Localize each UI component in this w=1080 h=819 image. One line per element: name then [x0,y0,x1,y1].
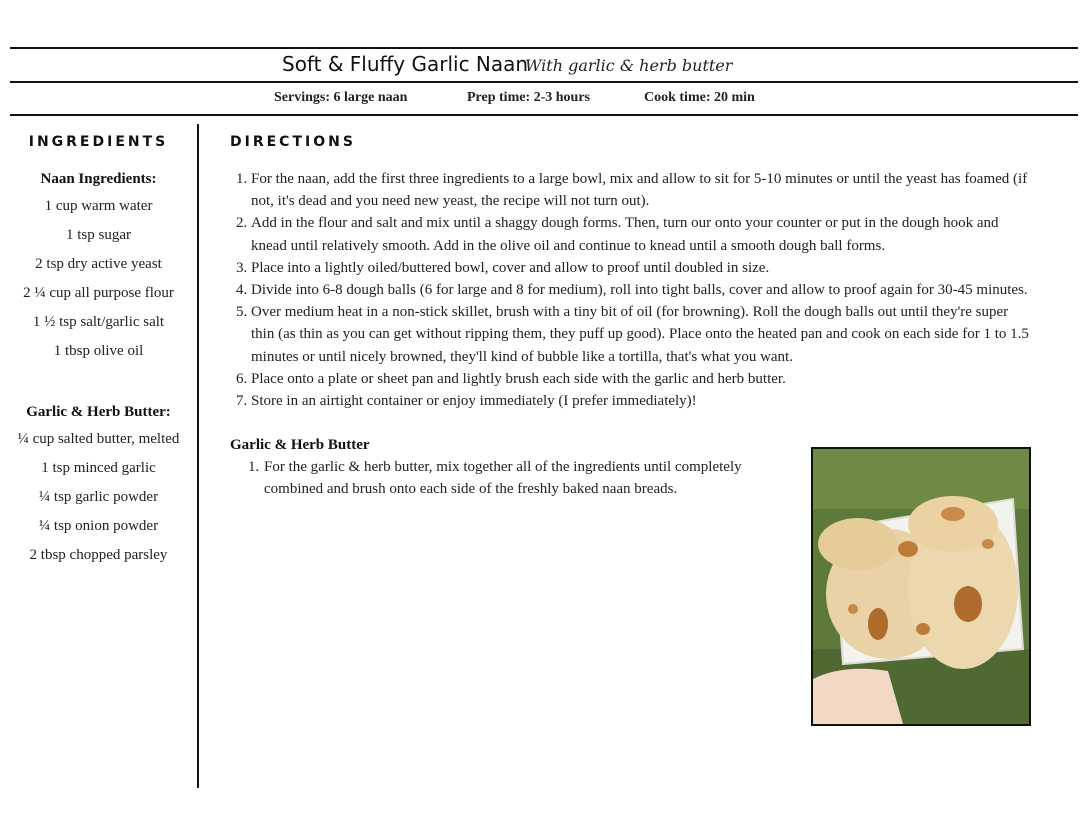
list-item: 2 ¼ cup all purpose flour [23,285,174,301]
step-text: Place onto a plate or sheet pan and lightly brush each side with the garlic and herb butter. [251,370,786,387]
servings: Servings: 6 large naan [274,90,408,105]
list-item: 1 tsp minced garlic [41,460,156,476]
list-item: 1 tbsp olive oil [53,343,144,359]
step-text: For the naan, add the first three ingredients to a large bowl, mix and allow to sit for 5-10 minutes or until the yeast has foamed (if not, it's dead and you need new yeast, the recipe will not turn out). [251,171,1028,210]
list-item: 1 cup warm water [44,198,153,214]
step-number: 5. [236,304,248,321]
butter-ingredient-list [0,425,197,570]
step-number: 6. [236,370,248,387]
naan-photo-illustration [813,449,1029,724]
list-item [230,301,1030,368]
naan-ingredients-title: Naan Ingredients: [40,171,157,187]
butter-directions-heading: Garlic & Herb Butter [230,437,370,454]
list-item [230,390,1030,412]
recipe-title: Soft & Fluffy Garlic Naan [282,52,529,76]
step-number: 2. [236,215,248,232]
column-divider [197,124,199,788]
list-item [230,279,1030,301]
list-item [230,257,1030,279]
list-item [230,456,790,500]
list-item: 2 tsp dry active yeast [35,256,162,272]
list-item [230,212,1030,256]
step-number: 1. [236,171,248,187]
mid-rule [10,81,1078,83]
top-rule [10,47,1078,49]
step-number: 1. [248,459,260,476]
list-item: ¼ cup salted butter, melted [17,431,180,447]
butter-directions-list [230,456,790,500]
step-text: Divide into 6-8 dough balls (6 for large and 8 for medium), roll into tight balls, cover and allow to proof again for 30-45 minutes. [251,282,1028,299]
step-text: Add in the flour and salt and mix until a shaggy dough forms. Then, turn our onto your counter or put in the dough hook and knead until relatively smooth. Add in the olive oil and continue to knead until a smooth dough ball forms. [251,215,999,254]
list-item [230,168,1030,212]
list-item: 1 tsp sugar [66,227,131,243]
list-item: ¼ tsp onion powder [38,518,159,534]
list-item: 2 tbsp chopped parsley [29,547,168,563]
step-number: 4. [236,282,248,299]
list-item: ¼ tsp garlic powder [38,489,159,505]
directions-list [230,168,1030,412]
step-text: Store in an airtight container or enjoy immediately (I prefer immediately)! [251,393,697,410]
step-number: 3. [236,259,248,276]
list-item: 1 ½ tsp salt/garlic salt [32,314,165,330]
naan-ingredient-list [0,192,197,366]
ingredients-heading: INGREDIENTS [28,134,169,150]
title-row [0,50,1080,82]
list-item [230,368,1030,390]
naan-photo [811,447,1031,726]
bottom-rule [10,114,1078,116]
prep-time: Prep time: 2-3 hours [467,90,590,105]
cook-time: Cook time: 20 min [644,90,755,105]
step-text: For the garlic & herb butter, mix together all of the ingredients until completely combined and brush onto each side of the freshly baked naan breads. [264,459,742,498]
step-text: Place into a lightly oiled/buttered bowl, cover and allow to proof until doubled in size. [251,259,770,276]
step-number: 7. [236,393,248,410]
directions-heading: DIRECTIONS [230,134,356,150]
ingredients-panel [0,134,197,570]
step-text: Over medium heat in a non-stick skillet, brush with a tiny bit of oil (for browning). Roll the dough balls out until they're super thin (as thin as you can get without ripping them, they puff up good). Place onto the heated pan and cook on each side for 1 to 1.5 minutes or until nicely browned, they'll kind of bubble like a tortilla, that's what you want. [251,304,1029,365]
butter-ingredients-title: Garlic & Herb Butter: [26,404,171,420]
recipe-subtitle: With garlic & herb butter [525,56,733,75]
directions-panel [230,134,1040,501]
